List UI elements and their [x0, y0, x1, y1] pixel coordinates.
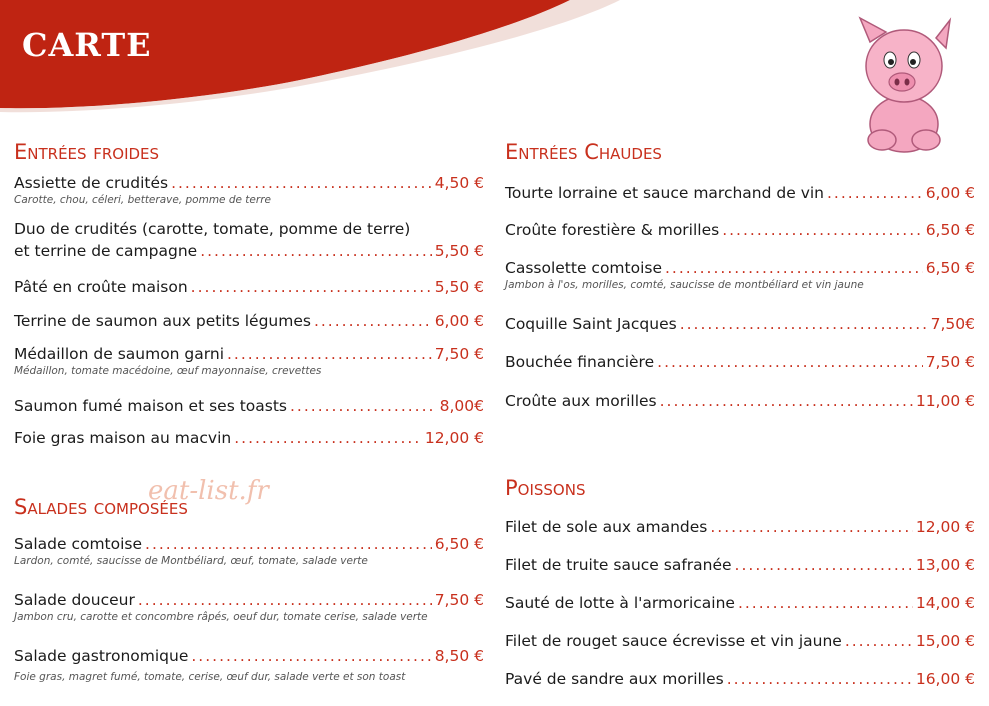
item-name: Terrine de saumon aux petits légumes [14, 312, 311, 330]
item-name: Coquille Saint Jacques [505, 315, 677, 333]
leader-dots [191, 647, 431, 665]
item-description: Lardon, comté, saucisse de Montbéliard, œuf, tomate, salade verte [14, 555, 368, 567]
leader-dots [660, 392, 913, 410]
item-name: Foie gras maison au macvin [14, 429, 232, 447]
menu-item [505, 594, 975, 612]
item-name-line1: Duo de crudités (carotte, tomate, pomme de terre) [14, 220, 411, 238]
item-price: 6,50 € [434, 535, 484, 553]
item-price: 8,50 € [434, 647, 484, 665]
item-name: Cassolette comtoise [505, 259, 662, 277]
leader-dots [145, 535, 432, 553]
leader-dots [665, 259, 923, 277]
item-name: Filet de rouget sauce écrevisse et vin jaune [505, 632, 842, 650]
item-name: Assiette de crudités [14, 174, 169, 192]
menu-item [14, 647, 484, 683]
item-price: 7,50 € [434, 591, 484, 609]
item-description: Médaillon, tomate macédoine, œuf mayonnaise, crevettes [14, 365, 322, 377]
menu-item [505, 184, 975, 202]
item-price: 6,00 € [925, 184, 975, 202]
menu-item [14, 345, 484, 377]
item-price: 11,00 € [915, 392, 975, 410]
item-price: 8,00€ [439, 397, 484, 415]
item-name: Sauté de lotte à l'armoricaine [505, 594, 735, 612]
menu-item [505, 556, 975, 574]
item-price: 7,50€ [930, 315, 975, 333]
menu-item [14, 535, 484, 567]
pig-mascot-icon [852, 14, 956, 156]
item-price: 6,50 € [925, 221, 975, 239]
item-description: Foie gras, magret fumé, tomate, cerise, œuf dur, salade verte et son toast [14, 671, 406, 683]
menu-item [14, 591, 484, 623]
leader-dots [738, 594, 913, 612]
item-name: Filet de sole aux amandes [505, 518, 708, 536]
item-name: Médaillon de saumon garni [14, 345, 224, 363]
leader-dots [722, 221, 922, 239]
item-price: 15,00 € [915, 632, 975, 650]
leader-dots [845, 632, 913, 650]
item-name: Salade gastronomique [14, 647, 189, 665]
section-title-entrees-froides: Entrées froides [14, 140, 160, 164]
watermark: eat-list.fr [148, 476, 269, 506]
leader-dots [227, 345, 432, 363]
item-price: 12,00 € [915, 518, 975, 536]
menu-item [14, 429, 484, 447]
leader-dots [657, 353, 923, 371]
menu-item [14, 397, 484, 415]
menu-item [505, 315, 975, 333]
leader-dots [314, 312, 432, 330]
item-name: Croûte aux morilles [505, 392, 657, 410]
section-title-poissons: Poissons [505, 476, 586, 500]
item-price: 5,50 € [434, 278, 484, 296]
item-price: 14,00 € [915, 594, 975, 612]
leader-dots [735, 556, 913, 574]
leader-dots [290, 397, 437, 415]
item-price: 13,00 € [915, 556, 975, 574]
item-name: et terrine de campagne [14, 242, 198, 260]
menu-item [505, 353, 975, 371]
item-price: 6,00 € [434, 312, 484, 330]
leader-dots [234, 429, 422, 447]
item-name: Tourte lorraine et sauce marchand de vin [505, 184, 824, 202]
menu-item [505, 518, 975, 536]
item-name: Saumon fumé maison et ses toasts [14, 397, 287, 415]
leader-dots [191, 278, 432, 296]
leader-dots [200, 242, 432, 260]
leader-dots [171, 174, 432, 192]
menu-item [14, 312, 484, 330]
item-price: 7,50 € [434, 345, 484, 363]
item-price: 6,50 € [925, 259, 975, 277]
item-name: Pâté en croûte maison [14, 278, 188, 296]
section-title-salades: Salades composées [14, 495, 188, 519]
item-description: Jambon à l'os, morilles, comté, saucisse de montbéliard et vin jaune [505, 279, 864, 291]
item-price: 12,00 € [424, 429, 484, 447]
leader-dots [680, 315, 928, 333]
item-price: 7,50 € [925, 353, 975, 371]
menu-item [14, 174, 484, 206]
menu-item [505, 670, 975, 688]
leader-dots [138, 591, 432, 609]
item-name: Bouchée financière [505, 353, 655, 371]
item-name: Pavé de sandre aux morilles [505, 670, 724, 688]
item-name: Filet de truite sauce safranée [505, 556, 732, 574]
leader-dots [710, 518, 912, 536]
menu-item [505, 259, 975, 291]
item-description: Jambon cru, carotte et concombre râpés, oeuf dur, tomate cerise, salade verte [14, 611, 428, 623]
item-price: 5,50 € [434, 242, 484, 260]
menu-item [505, 221, 975, 239]
item-price: 4,50 € [434, 174, 484, 192]
menu-item [505, 632, 975, 650]
item-name: Salade comtoise [14, 535, 143, 553]
item-description: Carotte, chou, céleri, betterave, pomme de terre [14, 194, 271, 206]
menu-item [505, 392, 975, 410]
page-title: CARTE [22, 26, 152, 64]
menu-item [14, 220, 484, 260]
leader-dots [727, 670, 913, 688]
item-name: Croûte forestière & morilles [505, 221, 720, 239]
item-price: 16,00 € [915, 670, 975, 688]
menu-item [14, 278, 484, 296]
leader-dots [827, 184, 923, 202]
item-name: Salade douceur [14, 591, 135, 609]
section-title-entrees-chaudes: Entrées Chaudes [505, 140, 662, 164]
